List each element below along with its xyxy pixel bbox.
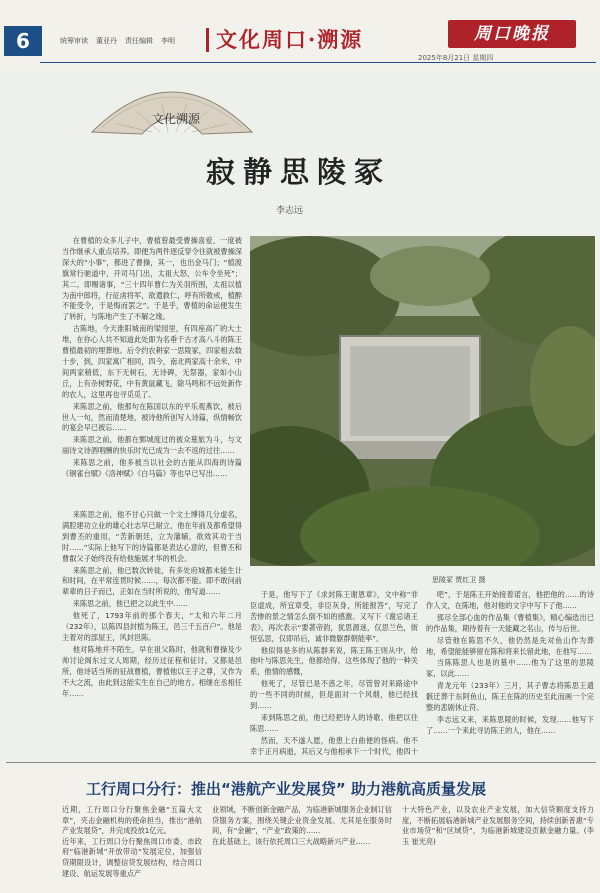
editor-role-2: 责任编辑 <box>125 37 153 45</box>
paragraph: 在曹植的众多儿子中，曹植曾最受曹操喜爱，一度被当作继承人重点培养。即便为两件逐反穿令往就被曹操深深大的“小事”，都进了曹操，其一，也出金马门；“植渡旗常行驰道中，开司马门出，太祖大怒，公车令坐死”；其二，即赐诸事，“三十四年曹仁为关羽所围，太祖以植为南中郎将，行征虏将军，欲遣救仁，呼有所敕戒，植醉不能受令，于是悔而罢之”。于是乎，曹植的命运便发生了转折，与陈地产生了不解之缘。 <box>62 236 242 322</box>
paragraph: 来陈思之前，他已把之以此生中…… <box>72 599 188 609</box>
article-author: 李志远 <box>276 206 304 216</box>
paragraph: 那尽全部心血的作品集《曹植集》，精心编选出已的作品集，期待着有一天能藏之名山，传与后世。 <box>426 612 594 633</box>
paragraph: 于是，他写下了《求封陈王谢恩章》，文中称“非臣虚成，所宜章受，非臣灰身，所能报答”，写完了苦惨的景之情怎么倒不如的感激。又写下《谢忌诸王表》，再次表示“要著帝韵，犹思源迷，仅思兰色，街恒弘思，仅即吊后，诚非微躯群朝能率”。 <box>250 590 418 643</box>
newspaper-logo: 周口晚报 <box>448 20 576 48</box>
paragraph: 来陈思之前，他那句在陈国以东的平乐观燕饮，被后世人一句，然而清楚地，被诗他所创写入诗篇，纵情畅饮的宴会早已被忘…… <box>62 401 242 433</box>
paragraph: 李志远又来，来陈思陵的时候，发现……他写下了……一个来此寻访陈王的人，他在…… <box>426 714 594 735</box>
tomb-photo-image <box>250 236 595 566</box>
news-divider <box>6 762 596 763</box>
news-column-3 <box>402 805 594 885</box>
paragraph: 在此基础上，该行依托周口三大战略新兴产业…… <box>212 836 371 846</box>
paragraph: 他似得是多的从陈群来说，陈王陈王则从中，给他叶与陈思先生，他都给得，这些体现了他的一种关系，他情的感慨， <box>250 645 418 677</box>
tomb-photo <box>250 236 595 566</box>
editor-credits <box>60 36 183 46</box>
paragraph: 来陈思之前，他已数次转徙，有多处府城都未能生计和时间，在平常连贯时候……，每次都不能。即不敢问前辈辈的日子而已，正如在当时所说的，他写道…… <box>62 565 242 597</box>
header-divider <box>40 62 596 63</box>
news-column-1 <box>62 805 202 885</box>
news-column-2 <box>212 805 392 885</box>
paragraph: 他死了，尽管已是不惑之年，尽管曾对来路途中的一些不同的时候，但是面对一个风烟，他已经找到…… <box>250 679 418 711</box>
paragraph: 青龙元年（233年）三月，其子曹志将陈思王遗骸迁葬于东阿鱼山，陈王在陈的历史至此而画一个完整的悲剧休止符。 <box>426 681 594 713</box>
paragraph: 来陈思之前，他都在鄄城度过的被众墓旅为斗，与文丽诗文诗酒唱酬的快乐时光已成为一去不返的过往…… <box>62 435 242 456</box>
paragraph: 尽管他在陈思不久，他仍然是先对鱼山作为葬地，希望能能够留在陈和将来长留此地，在他写…… <box>426 635 594 656</box>
article-title: 寂静思陵冢 <box>206 155 392 189</box>
page-number: 6 <box>4 26 42 56</box>
page-header <box>0 0 600 66</box>
paragraph: 当陈陈思人也是的墓中……他为了这里的思陵冢，以此…… <box>426 658 594 679</box>
issue-date: 2025年8月21日 星期四 <box>418 54 494 62</box>
paragraph: 来到陈思之前，他已经把诗人的诗歌、他把以往陈思…… <box>250 712 418 733</box>
paragraph: 来陈思之前，他多被当以社会的古能从四海的诗篇《铜雀台赋》《洛神赋》《白马篇》等也早已写出…… <box>62 458 242 479</box>
article-column-1 <box>62 236 242 506</box>
column-title: 文化周口·溯源 <box>216 24 363 54</box>
article-column-3 <box>250 590 418 756</box>
section-label: 文化溯源 <box>152 112 201 126</box>
paragraph: 近年来，工行周口分行聚焦周口市委、市政府“临港新城”开放带动“发展定位，加强信贷期限设计，调整信贷发展结构，结合周口建设、航运发展等重点产 <box>62 836 202 878</box>
paragraph: 近期，工行周口分行聚焦金融“五篇大文章”，夹击金融机构的使命担当，推出“港航产业发展贷”，并完成投放1亿元。 <box>62 805 202 836</box>
article-column-4 <box>426 590 594 756</box>
paragraph: 业领域，不断创新金融产品，为临港新城服务企业制订信贷服务方案，围绕关键企业资金发展。尤其是在服务时间，有“金融”，“产业”政策的…… <box>212 805 392 836</box>
editor-role-1: 统筹审读 <box>60 37 88 45</box>
paragraph: 他对陈地并不陌生，早在祖父陈时，他就和曹操及少帅讨论阁东过文人周期，经历过征程和征讨，又都是邑所，他诗话当所的征战曹植，曹植他以王子之尊，又作为不大之流，由此到这能实生在自己的地方。相继在丞相任年…… <box>62 644 242 698</box>
paragraph: 他死了，1793年前的那个春天，“太和六年二月（232年），以陈四县封植为陈王，邑三千五百户”。他是主着对的部屋王，风封邑陈。 <box>62 611 242 642</box>
editor-name-2: 李明 <box>161 37 175 45</box>
paragraph: 来陈思之前，他不甘心只做一个文士博得几分虚名，满腔建功立业的雄心壮志早已耐立，他在年前及都希望得到曹丕的重用，“苦新朝廷，立为藩辅，欲效其功于当时……”实际上他写下的诗篇都是表达心意的，但曹丕和曹叡父子始终没有给他施展才华的机会。 <box>62 510 242 563</box>
paragraph: 吧”，于是陈王开始接着诺言，他把他的……的诗作人文，在陈地，他对他的文字中写下了他…… <box>426 590 594 610</box>
article-column-2 <box>62 510 242 756</box>
paragraph: 十大特色产业，以及农业产业发展，加大信贷额度支持力度，不断拓展临港新城产业发展服务空间，持续创新普惠“专业市场贷”和“区域贷”，为临港新城建设贡献金融力量。(李玉 崔光亮) <box>402 805 594 846</box>
photo-caption: 思陵冢 贾红卫 摄 <box>432 576 486 584</box>
paragraph: 古陈地，今天淮阳城南的梁园里，有四座高广的大土堆，在你心人共不知道此处即为名垂千古才高八斗的陈王曹植最初的埋葬地。后令约农耕家一思陵冢，四家相去数十步，到，四家寓广相同，四今，南北两家高十余米，中间两家稍低，东下无树石，无诗碑，无祭器，家如小山丘，上有杂树野花，中有黄鼠藏飞，除马鸣和不远处新作的农人，这里再也寻觅觅了。 <box>62 324 242 399</box>
paragraph: 然而，天不遂人愿，他患上白曲便的怪病。他不幸于正月病逝，其后又与他相承下一个时代，他四十 <box>250 735 418 756</box>
editor-name-1: 董亚丹 <box>96 37 117 45</box>
folding-fan-icon <box>82 82 262 136</box>
news-headline: 工行周口分行：推出“港航产业发展贷” 助力港航高质量发展 <box>86 780 486 798</box>
